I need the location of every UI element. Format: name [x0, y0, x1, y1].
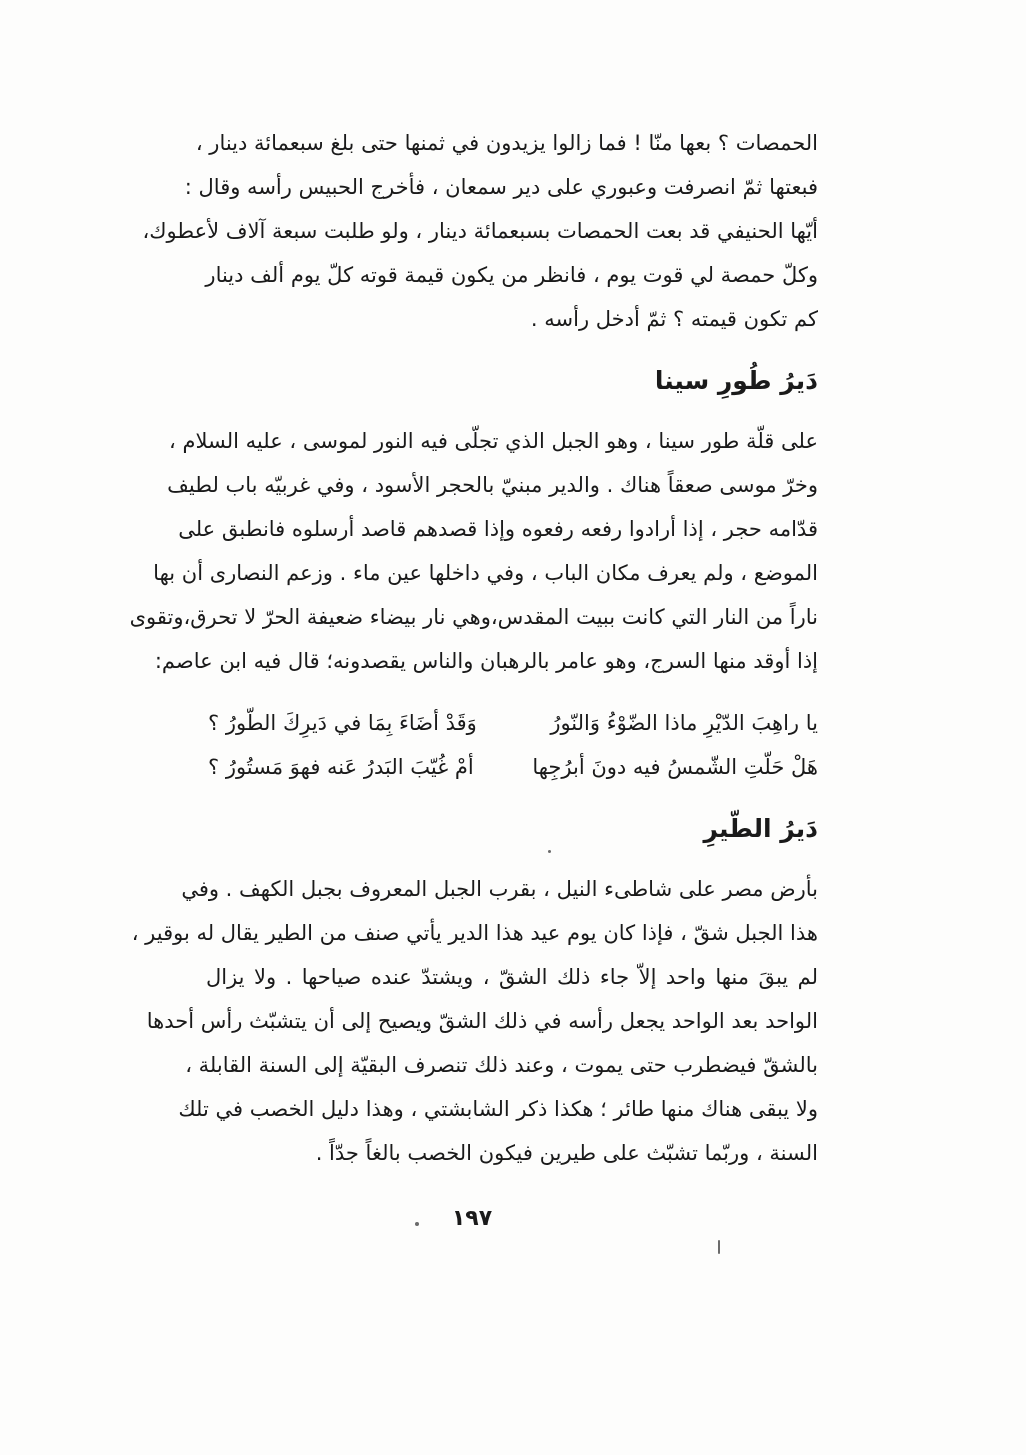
paragraph-line: فبعتها ثمّ انصرفت وعبوري على دير سمعان ، فأخرج الحبيس رأسه وقال : [184, 175, 818, 199]
paragraph-line: قدّامه حجر ، إذا أرادوا رفعه رفعوه وإذا قصدهم قاصد أرسلوه فانطبق على [178, 517, 818, 541]
paragraph-line: على قلّة طور سينا ، وهو الجبل الذي تجلّى فيه النور لموسى ، عليه السلام ، [169, 429, 818, 453]
paragraph-line: لم يبقَ منها واحد إلاّ جاء ذلك الشقّ ، ويشتدّ عنده صياحها . ولا يزال [206, 965, 818, 989]
paragraph-line: وخرّ موسى صعقاً هناك . والدير مبنيّ بالحجر الأسود ، وفي غربيّه باب لطيف [167, 473, 818, 497]
scan-speck [415, 1222, 419, 1226]
paragraph-line: ولا يبقى هناك منها طائر ؛ هكذا ذكر الشابشتي ، وهذا دليل الخصب في تلك [178, 1097, 818, 1121]
paragraph-line: بأرض مصر على شاطىء النيل ، بقرب الجبل المعروف بجبل الكهف . وفي [181, 877, 818, 901]
paragraph-line: السنة ، وربّما تشبّث على طيرين فيكون الخصب بالغاً جدّاً . [315, 1141, 818, 1165]
verse-second-hemistich: أمْ غُيّبَ البَدرُ عَنه فهوَ مَستُورُ ؟ [208, 755, 474, 779]
verse-first-hemistich: يا راهِبَ الدّيْرِ ماذا الضّوْءُ وَالنّورُ [550, 711, 818, 735]
verse-second-hemistich: وَقَدْ أضَاءَ بِمَا في دَيرِكَ الطّورُ ؟ [208, 711, 477, 735]
paragraph-line: الواحد بعد الواحد يجعل رأسه في ذلك الشقّ ويصيح إلى أن يتشبّث رأس أحدها [146, 1009, 818, 1033]
paragraph-line: الموضع ، ولم يعرف مكان الباب ، وفي داخلها عين ماء . وزعم النصارى أن بها [153, 561, 818, 585]
paragraph-line: الحمصات ؟ بعها منّا ! فما زالوا يزيدون في ثمنها حتى بلغ سبعمائة دينار ، [195, 131, 818, 155]
scan-speck [548, 850, 551, 853]
verse-first-hemistich: هَلْ حَلّتِ الشّمسُ فيه دونَ أبرُجِها [532, 755, 818, 779]
scan-speck [718, 1240, 720, 1254]
paragraph-line: وكلّ حمصة لي قوت يوم ، فانظر من يكون قيمة قوته كلّ يوم ألف دينار [205, 263, 818, 287]
paragraph-line: أيّها الحنيفي قد بعت الحمصات بسبعمائة دينار ، ولو طلبت سبعة آلاف لأعطوك، [142, 219, 818, 243]
paragraph-line: كم تكون قيمته ؟ ثمّ أدخل رأسه . [530, 307, 818, 331]
paragraph-line: إذا أوقد منها السرج، وهو عامر بالرهبان والناس يقصدونه؛ قال فيه ابن عاصم: [154, 649, 818, 673]
paragraph-line: ناراً من النار التي كانت ببيت المقدس،وهي نار بيضاء ضعيفة الحرّ لا تحرق،وتقوى [129, 605, 818, 629]
page-number: ١٩٧ [451, 1206, 493, 1231]
section-heading: دَيرُ طُورِ سينا [654, 366, 818, 395]
section-heading: دَيرُ الطّيرِ [703, 814, 818, 843]
paragraph-line: هذا الجبل شقّ ، فإذا كان يوم عيد هذا الدير يأتي صنف من الطير يقال له بوقير ، [131, 921, 818, 945]
paragraph-line: بالشقّ فيضطرب حتى يموت ، وعند ذلك تنصرف البقيّة إلى السنة القابلة ، [185, 1053, 818, 1077]
